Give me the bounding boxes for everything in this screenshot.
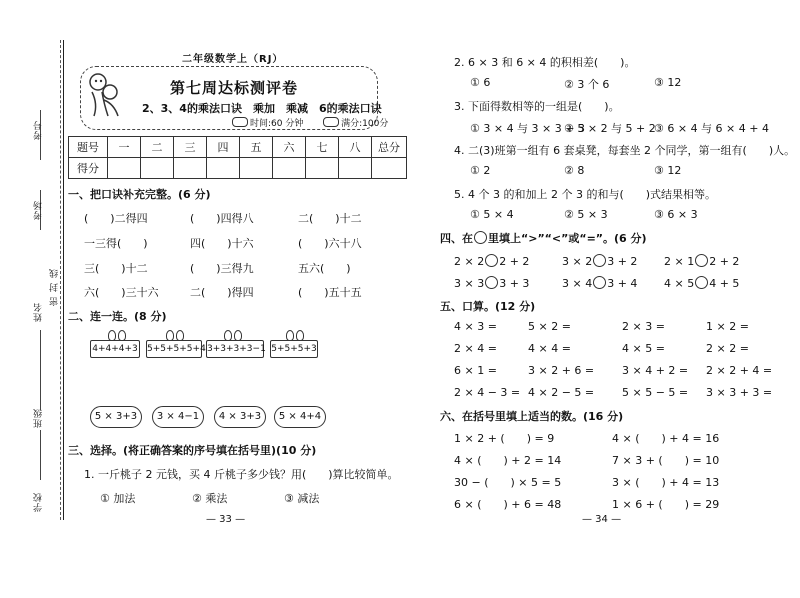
compare-left: 3 × 3	[454, 277, 485, 290]
section-4-title	[440, 230, 647, 246]
score-cell[interactable]	[174, 158, 207, 179]
choice-option[interactable]: ③ 6 × 4 与 6 × 4 + 4	[654, 122, 769, 135]
match-bottom-cloud[interactable]: 4 × 3+3	[214, 406, 266, 428]
score-header-cell: 六	[273, 137, 306, 158]
score-table	[68, 136, 407, 179]
mental-math-item: 4 × 5 =	[622, 342, 665, 355]
mental-math-item: 3 × 3 + 3 =	[706, 386, 773, 399]
score-header-cell: 七	[306, 137, 339, 158]
recite-item: 五六( )	[298, 262, 351, 275]
score-icon	[323, 117, 339, 127]
choice-question-4: 4. 二(3)班第一组有 6 套桌凳，每套坐 2 个同学，第一组有( )人。	[454, 144, 796, 157]
compare-item	[664, 254, 739, 268]
mental-math-item: 2 × 4 − 3 =	[454, 386, 521, 399]
score-cell[interactable]	[207, 158, 240, 179]
choice-option[interactable]: ① 加法	[100, 492, 136, 505]
section-4-title-a: 四、在	[440, 232, 473, 245]
compare-left: 3 × 4	[562, 277, 593, 290]
match-top-box[interactable]: 4+4+4+3	[90, 340, 140, 358]
score-table-score-row	[69, 158, 407, 179]
compare-circle-input[interactable]	[695, 254, 708, 267]
compare-left: 4 × 5	[664, 277, 695, 290]
match-bottom-cloud[interactable]: 5 × 3+3	[90, 406, 142, 428]
score-header-cell: 二	[141, 137, 174, 158]
mental-math-item: 6 × 1 =	[454, 364, 497, 377]
mental-math-item: 2 × 2 =	[706, 342, 749, 355]
page-number-right: — 34 —	[582, 514, 622, 525]
fill-blank-item[interactable]: 3 × ( ) + 4 = 13	[612, 476, 720, 489]
margin-label-id: 考号	[34, 120, 44, 140]
score-cell[interactable]	[108, 158, 141, 179]
mental-math-item: 2 × 3 =	[622, 320, 665, 333]
mental-math-item: 5 × 5 − 5 =	[622, 386, 689, 399]
compare-item	[562, 254, 637, 268]
score-row-label: 得分	[69, 158, 108, 179]
choice-question-5: 5. 4 个 3 的和加上 2 个 3 的和与( )式结果相等。	[454, 188, 717, 201]
fill-blank-item[interactable]: 7 × 3 + ( ) = 10	[612, 454, 720, 467]
mental-math-item: 4 × 3 =	[454, 320, 497, 333]
page-number-left: — 33 —	[206, 514, 246, 525]
compare-circle-input[interactable]	[695, 276, 708, 289]
clock-icon	[232, 117, 248, 127]
section-1-title: 一、把口诀补充完整。(6 分)	[68, 188, 211, 201]
recite-item: ( )二得四	[84, 212, 148, 225]
recite-item: ( )五十五	[298, 286, 362, 299]
score-table-header-row	[69, 137, 407, 158]
fill-blank-item[interactable]: 1 × 6 + ( ) = 29	[612, 498, 720, 511]
choice-option[interactable]: ② 5 × 2 与 5 + 2	[564, 122, 656, 135]
section-3-title: 三、选择。(将正确答案的序号填在括号里)(10 分)	[68, 444, 317, 457]
mental-math-item: 4 × 2 − 5 =	[528, 386, 595, 399]
compare-left: 3 × 2	[562, 255, 593, 268]
score-header-cell: 总分	[372, 137, 407, 158]
binding-solid-line	[63, 40, 64, 520]
mental-math-item: 4 × 4 =	[528, 342, 571, 355]
match-bottom-cloud[interactable]: 3 × 4−1	[152, 406, 204, 428]
choice-question-2: 2. 6 × 3 和 6 × 4 的积相差( )。	[454, 56, 636, 69]
compare-right: 3 + 3	[499, 277, 530, 290]
choice-option[interactable]: ① 3 × 4 与 3 × 3 + 3	[470, 122, 585, 135]
margin-label-seal: 密 封 线	[50, 268, 60, 306]
recite-item: 二( )得四	[190, 286, 254, 299]
circle-icon	[474, 231, 487, 244]
margin-write-line-class	[40, 330, 41, 410]
fill-blank-item[interactable]: 30 − ( ) × 5 = 5	[454, 476, 562, 489]
choice-option[interactable]: ② 乘法	[192, 492, 228, 505]
page-subtitle: 2、3、4的乘法口诀 乘加 乘减 6的乘法口诀	[142, 102, 382, 115]
fill-blank-item[interactable]: 1 × 2 + ( ) = 9	[454, 432, 555, 445]
compare-right: 3 + 2	[607, 255, 638, 268]
score-cell[interactable]	[306, 158, 339, 179]
score-header-cell: 四	[207, 137, 240, 158]
choice-option[interactable]: ② 8	[564, 164, 585, 177]
choice-question-1: 1. 一斤桃子 2 元钱，买 4 斤桃子多少钱？用( )算比较简单。	[84, 468, 399, 481]
score-header-cell: 八	[339, 137, 372, 158]
compare-item	[454, 276, 529, 290]
compare-item	[664, 276, 739, 290]
choice-option[interactable]: ① 5 × 4	[470, 208, 514, 221]
margin-label-school: 学校	[34, 492, 44, 512]
recite-item: 六( )三十六	[84, 286, 159, 299]
choice-option[interactable]: ③ 12	[654, 76, 682, 89]
score-cell[interactable]	[240, 158, 273, 179]
choice-option[interactable]: ③ 12	[654, 164, 682, 177]
compare-right: 2 + 2	[499, 255, 530, 268]
mental-math-item: 2 × 2 + 4 =	[706, 364, 773, 377]
score-cell[interactable]	[372, 158, 407, 179]
recite-item: ( )三得九	[190, 262, 254, 275]
match-top-box[interactable]: 3+3+3+3−1	[206, 340, 264, 358]
compare-circle-input[interactable]	[593, 276, 606, 289]
choice-option[interactable]: ② 3 个 6	[564, 78, 610, 91]
compare-circle-input[interactable]	[485, 276, 498, 289]
margin-write-line-school	[40, 430, 41, 480]
compare-right: 4 + 5	[709, 277, 740, 290]
score-header-cell: 题号	[69, 137, 108, 158]
subject-label: 二年级数学上（RJ）	[178, 50, 287, 65]
margin-label-room: 考场	[34, 200, 44, 220]
compare-right: 3 + 4	[607, 277, 638, 290]
section-4-title-b: 里填上“>”“<”或“=”。(6 分)	[488, 232, 647, 245]
score-header-cell: 五	[240, 137, 273, 158]
time-limit: 时间:60 分钟	[250, 119, 304, 129]
mental-math-item: 2 × 4 =	[454, 342, 497, 355]
mental-math-item: 3 × 4 + 2 =	[622, 364, 689, 377]
recite-item: 一三得( )	[84, 237, 148, 250]
recite-item: 三( )十二	[84, 262, 148, 275]
choice-question-3: 3. 下面得数相等的一组是( )。	[454, 100, 620, 113]
compare-item	[562, 276, 637, 290]
fill-blank-item[interactable]: 4 × ( ) + 2 = 14	[454, 454, 562, 467]
choice-option[interactable]: ① 2	[470, 164, 491, 177]
fill-blank-item[interactable]: 4 × ( ) + 4 = 16	[612, 432, 720, 445]
choice-option[interactable]: ③ 减法	[284, 492, 320, 505]
mental-math-item: 3 × 2 + 6 =	[528, 364, 595, 377]
compare-left: 2 × 2	[454, 255, 485, 268]
section-5-title: 五、口算。(12 分)	[440, 300, 536, 313]
compare-circle-input[interactable]	[485, 254, 498, 267]
match-bottom-cloud[interactable]: 5 × 4+4	[274, 406, 326, 428]
match-top-box[interactable]: 5+5+5+3	[270, 340, 318, 358]
compare-circle-input[interactable]	[593, 254, 606, 267]
recite-item: 四( )十六	[190, 237, 254, 250]
compare-right: 2 + 2	[709, 255, 740, 268]
choice-option[interactable]: ② 5 × 3	[564, 208, 608, 221]
section-2-title: 二、连一连。(8 分)	[68, 310, 167, 323]
recite-item: 二( )十二	[298, 212, 362, 225]
score-cell[interactable]	[273, 158, 306, 179]
compare-left: 2 × 1	[664, 255, 695, 268]
score-header-cell: 三	[174, 137, 207, 158]
recite-item: ( )六十八	[298, 237, 362, 250]
fill-blank-item[interactable]: 6 × ( ) + 6 = 48	[454, 498, 562, 511]
recite-item: ( )四得八	[190, 212, 254, 225]
margin-label-class: 班级	[34, 408, 44, 428]
score-cell[interactable]	[141, 158, 174, 179]
compare-item	[454, 254, 529, 268]
match-top-box[interactable]: 5+5+5+5+4	[146, 340, 202, 358]
exam-meta	[232, 116, 388, 129]
page-title: 第七周达标测评卷	[170, 79, 299, 97]
score-cell[interactable]	[339, 158, 372, 179]
mental-math-item: 5 × 2 =	[528, 320, 571, 333]
margin-label-name: 姓名	[34, 302, 44, 322]
choice-option[interactable]: ① 6	[470, 76, 491, 89]
choice-option[interactable]: ③ 6 × 3	[654, 208, 698, 221]
mental-math-item: 1 × 2 =	[706, 320, 749, 333]
score-header-cell: 一	[108, 137, 141, 158]
kids-mascot-icon	[84, 70, 124, 122]
full-score: 满分:100分	[341, 119, 389, 129]
section-6-title: 六、在括号里填上适当的数。(16 分)	[440, 410, 624, 423]
